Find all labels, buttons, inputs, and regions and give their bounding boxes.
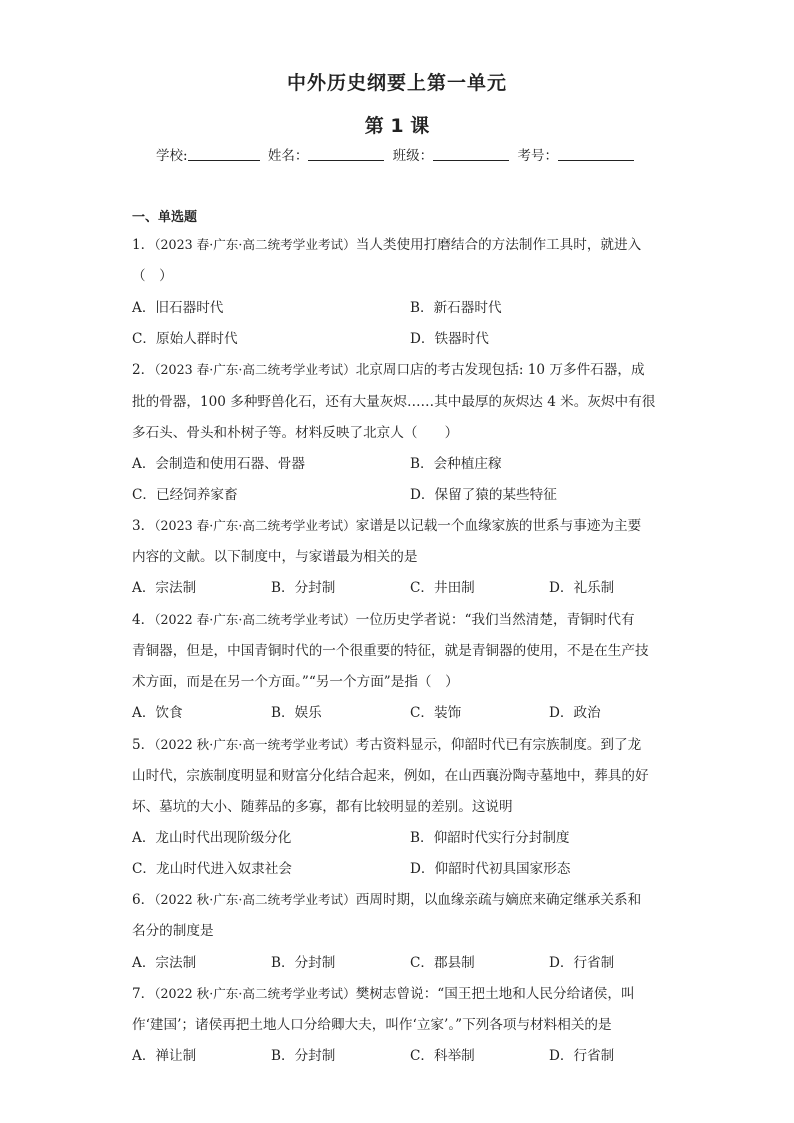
question-4-line-3: 术方面，而是在另一个方面。”“另一个方面”是指（ ）: [132, 674, 459, 690]
name-label: 姓名：: [267, 148, 309, 164]
school-label: 学校:: [156, 148, 188, 164]
question-text: 当人类使用打磨结合的方法制作工具时，就进入: [355, 237, 642, 253]
question-source: （2022 秋·广东·高二统考学业考试）: [154, 986, 356, 1001]
option-d[interactable]: D．保留了猿的某些特征: [410, 487, 557, 503]
option-c[interactable]: C．井田制: [410, 580, 475, 596]
question-5-line-3: 坏、墓坑的大小、随葬品的多寡，都有比较明显的差别。这说明: [132, 799, 513, 815]
option-b[interactable]: B．分封制: [271, 955, 336, 971]
question-4-line-1: [132, 608, 635, 628]
option-a[interactable]: A．宗法制: [132, 580, 197, 596]
question-text: 樊树志曾说：“国王把土地和人民分给诸侯，叫: [355, 986, 635, 1002]
question-4-line-2: 青铜器，但是，中国青铜时代的一个很重要的特征，就是青铜器的使用，不是在生产技: [132, 643, 649, 659]
question-5-line-1: [132, 733, 641, 753]
option-a[interactable]: A．饮食: [132, 705, 183, 721]
question-6-line-1: [132, 888, 641, 908]
student-info-line: [0, 144, 794, 164]
question-number: 2．: [132, 362, 155, 378]
name-blank[interactable]: [308, 148, 384, 161]
section-heading: 一、单选题: [132, 210, 198, 225]
class-blank[interactable]: [433, 148, 509, 161]
question-number: 5．: [132, 737, 155, 753]
document-title: 中外历史纲要上第一单元: [286, 72, 507, 94]
option-b[interactable]: B．新石器时代: [410, 300, 502, 316]
lesson-title: 第 1 课: [364, 115, 430, 137]
option-b[interactable]: B．仰韶时代实行分封制度: [410, 830, 570, 846]
question-number: 3．: [132, 518, 155, 534]
school-blank[interactable]: [188, 148, 260, 161]
option-d[interactable]: D．行省制: [549, 955, 615, 971]
question-source: （2023 春·广东·高二统考学业考试）: [154, 518, 356, 533]
option-a[interactable]: A．会制造和使用石器、骨器: [132, 456, 305, 472]
option-a[interactable]: A．旧石器时代: [132, 300, 224, 316]
question-text: 西周时期，以血缘亲疏与嫡庶来确定继承关系和: [355, 892, 642, 908]
question-number: 1．: [132, 237, 155, 253]
option-b[interactable]: B．娱乐: [271, 705, 322, 721]
question-number: 7．: [132, 986, 155, 1002]
option-c[interactable]: C．原始人群时代: [132, 331, 238, 347]
option-d[interactable]: D．仰韶时代初具国家形态: [410, 861, 571, 877]
question-text: 北京周口店的考古发现包括: 10 万多件石器，成: [355, 362, 645, 378]
option-b[interactable]: B．会种植庄稼: [410, 456, 502, 472]
question-source: （2022 春·广东·高二统考学业考试）: [154, 612, 356, 627]
question-source: （2023 春·广东·高二统考学业考试）: [154, 362, 356, 377]
option-d[interactable]: D．政治: [549, 705, 601, 721]
option-d[interactable]: D．礼乐制: [549, 580, 615, 596]
question-text: 家谱是以记载一个血缘家族的世系与事迹为主要: [355, 518, 642, 534]
option-d[interactable]: D．铁器时代: [410, 331, 489, 347]
question-number: 6．: [132, 892, 155, 908]
option-c[interactable]: C．郡县制: [410, 955, 475, 971]
question-7-line-2: 作‘建国’；诸侯再把土地人口分给卿大夫，叫作‘立家’。”下列各项与材料相关的是: [132, 1017, 612, 1033]
option-c[interactable]: C．龙山时代进入奴隶社会: [132, 861, 292, 877]
class-label: 班级：: [392, 148, 434, 164]
option-c[interactable]: C．科举制: [410, 1048, 475, 1064]
number-label: 考号：: [517, 148, 558, 164]
option-a[interactable]: A．禅让制: [132, 1048, 197, 1064]
question-1-line-1: [132, 233, 641, 253]
question-7-line-1: [132, 982, 635, 1002]
question-6-line-2: 名分的制度是: [132, 923, 214, 939]
question-text: 一位历史学者说：“我们当然清楚，青铜时代有: [355, 612, 635, 628]
option-c[interactable]: C．已经饲养家畜: [132, 487, 238, 503]
option-b[interactable]: B．分封制: [271, 1048, 336, 1064]
question-2-line-2: 批的骨器，100 多种野兽化石，还有大量灰烬……其中最厚的灰烬达 4 米。灰烬中有很: [132, 394, 656, 410]
question-source: （2023 春·广东·高二统考学业考试）: [154, 237, 356, 252]
question-text: 考古资料显示，仰韶时代已有宗族制度。到了龙: [355, 737, 642, 753]
question-3-line-1: [132, 514, 641, 534]
option-d[interactable]: D．行省制: [549, 1048, 615, 1064]
question-3-line-2: 内容的文献。以下制度中，与家谱最为相关的是: [132, 549, 418, 565]
question-source: （2022 秋·广东·高二统考学业考试）: [154, 892, 356, 907]
question-source: （2022 秋·广东·高一统考学业考试）: [154, 737, 356, 752]
question-2-line-1: [132, 358, 645, 378]
option-c[interactable]: C．装饰: [410, 705, 462, 721]
question-2-line-3: 多石头、骨头和朴树子等。材料反映了北京人（ ）: [132, 425, 459, 441]
option-b[interactable]: B．分封制: [271, 580, 336, 596]
option-a[interactable]: A．宗法制: [132, 955, 197, 971]
question-5-line-2: 山时代，宗族制度明显和财富分化结合起来，例如，在山西襄汾陶寺墓地中，葬具的好: [132, 768, 649, 784]
question-1-line-2: （ ）: [132, 268, 173, 284]
option-a[interactable]: A．龙山时代出现阶级分化: [132, 830, 292, 846]
question-number: 4．: [132, 612, 155, 628]
number-blank[interactable]: [558, 148, 634, 161]
